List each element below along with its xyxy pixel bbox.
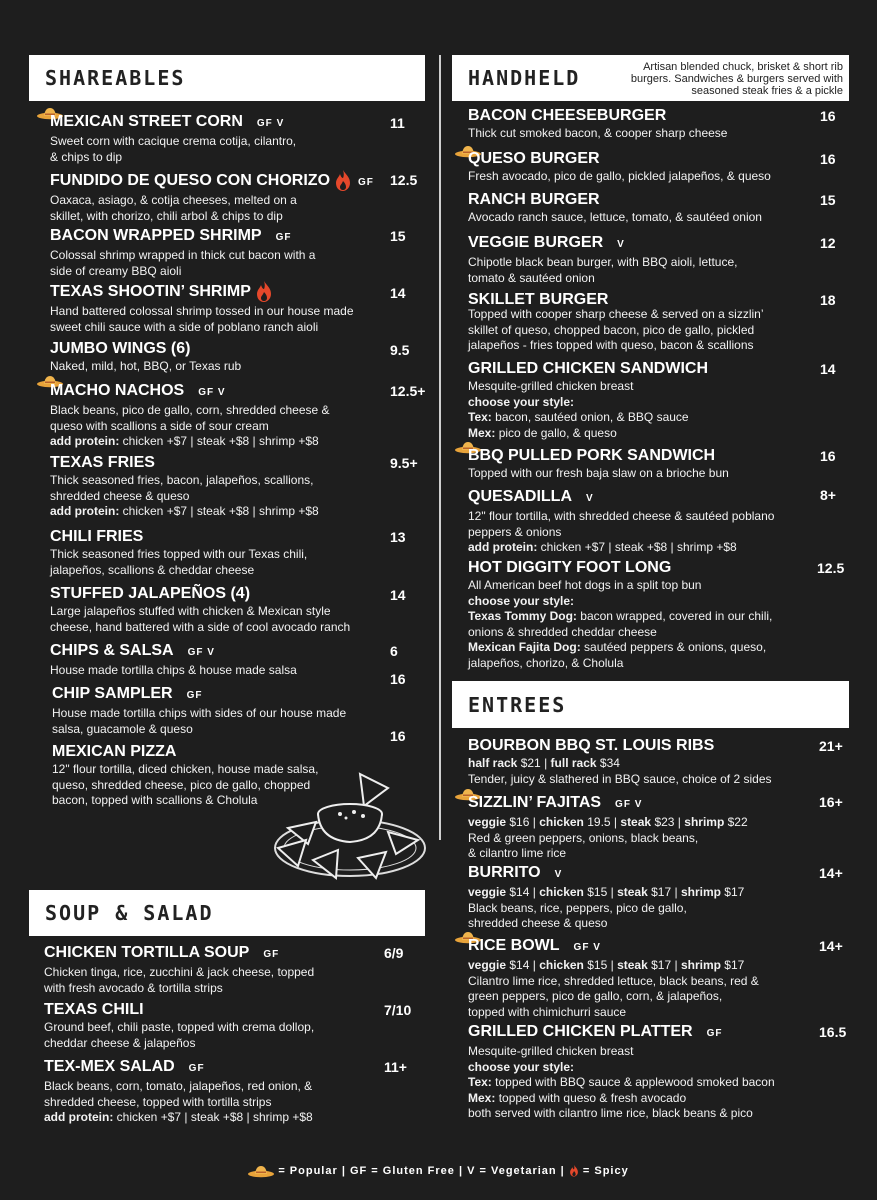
item-desc-line: Black beans, corn, tomato, jalapeños, red onion, & bbox=[44, 1079, 313, 1093]
item-desc-line: Colossal shrimp wrapped in thick cut bacon with a bbox=[50, 248, 316, 262]
item-desc-line: Hand battered colossal shrimp tossed in our house made bbox=[50, 304, 354, 318]
item-price: 16 bbox=[390, 671, 406, 687]
protein-name: veggie bbox=[468, 885, 507, 899]
item-desc-line: Black beans, rice, peppers, pico de gallo, bbox=[468, 900, 687, 915]
spicy-flame-icon bbox=[334, 169, 352, 193]
menu-item bbox=[44, 943, 384, 996]
soup-salad-header bbox=[29, 890, 425, 936]
item-name: TEX-MEX SALAD bbox=[44, 1058, 175, 1075]
protein-price: $14 bbox=[509, 885, 530, 899]
item-tags: GF V bbox=[198, 387, 226, 398]
item-name: BBQ PULLED PORK SANDWICH bbox=[468, 447, 716, 464]
item-desc-line: House made tortilla chips & house made salsa bbox=[50, 663, 297, 677]
style-name: Mex: bbox=[468, 425, 496, 440]
menu-item bbox=[50, 112, 430, 165]
item-tags: GF V bbox=[573, 942, 601, 953]
column-divider bbox=[439, 55, 441, 840]
item-desc-line: skillet, with chorizo, chili arbol & chips to dip bbox=[50, 208, 283, 223]
protein-name: chicken bbox=[539, 885, 584, 899]
item-name: QUESADILLA bbox=[468, 488, 572, 505]
menu-item bbox=[50, 527, 430, 578]
protein-price: 19.5 bbox=[587, 815, 611, 829]
item-desc-line: House made tortilla chips with sides of our house made bbox=[52, 706, 347, 720]
item-price: 15 bbox=[820, 192, 836, 208]
item-desc-line: 12" flour tortilla, diced chicken, house made salsa, bbox=[52, 762, 319, 776]
shareables-header bbox=[29, 55, 425, 101]
style-desc: sautéed peppers & onions, queso, bbox=[584, 640, 767, 654]
item-desc-line: peppers & onions bbox=[468, 524, 562, 539]
item-desc-line: jalapeños, scallions & cheddar cheese bbox=[50, 562, 255, 577]
item-desc-line: 12" flour tortilla, with shredded cheese & sautéed poblano bbox=[468, 509, 775, 523]
item-desc-line: jalapeños - fries topped with queso, bacon & scallions bbox=[468, 338, 754, 352]
item-price: 12.5 bbox=[817, 560, 845, 576]
item-desc-line: Chipotle black bean burger, with BBQ aioli, lettuce, bbox=[468, 255, 738, 269]
item-tags: V bbox=[617, 239, 625, 250]
protein-price: $22 bbox=[727, 815, 748, 829]
menu-item bbox=[50, 226, 430, 279]
legend-gf: GF = Gluten Free bbox=[349, 1164, 455, 1177]
legend: = Popular | GF = Gluten Free | V = Vegetarian | = Spicy bbox=[0, 1164, 877, 1178]
item-name: TEXAS CHILI bbox=[44, 1001, 144, 1018]
style-desc: topped with BBQ sauce & applewood smoked bacon bbox=[495, 1075, 775, 1089]
style-name: Mex: bbox=[468, 1090, 496, 1105]
item-name: BACON CHEESEBURGER bbox=[468, 107, 667, 124]
item-price: 7/10 bbox=[384, 1002, 412, 1018]
item-name: SKILLET BURGER bbox=[468, 291, 609, 308]
item-name: GRILLED CHICKEN SANDWICH bbox=[468, 360, 708, 377]
item-name: CHIPS & SALSA bbox=[50, 642, 174, 659]
item-desc-line: Sweet corn with cacique crema cotija, cilantro, bbox=[50, 134, 297, 148]
protein-name: veggie bbox=[468, 958, 507, 972]
item-name: QUESO BURGER bbox=[468, 150, 600, 167]
protein-price: $17 bbox=[724, 885, 745, 899]
protein-name: steak bbox=[620, 815, 652, 829]
legend-popular: = Popular bbox=[278, 1164, 338, 1177]
menu-item bbox=[468, 149, 848, 185]
protein-price: $14 bbox=[509, 958, 530, 972]
item-name: FUNDIDO DE QUESO CON CHORIZO bbox=[50, 172, 331, 190]
item-desc-line: Mesquite-grilled chicken breast bbox=[468, 379, 634, 393]
item-name: CHIP SAMPLER bbox=[52, 685, 173, 702]
menu-item: SIZZLIN’ FAJITAS GF V veggie $16 | chicken 19.5 | steak $23 | shrimp $22 Red & green peppers, onions, black beans, & cilantro lime rice bbox=[468, 793, 813, 862]
choose-style-label: choose your style: bbox=[468, 1059, 575, 1074]
item-name: BURRITO bbox=[468, 864, 541, 881]
menu-item bbox=[44, 1057, 384, 1126]
nachos-illustration bbox=[268, 770, 428, 885]
item-tags: GF V bbox=[615, 799, 643, 810]
item-desc-line: salsa, guacamole & queso bbox=[52, 721, 193, 736]
protein-name: chicken bbox=[539, 815, 584, 829]
entrees-header bbox=[452, 681, 849, 728]
menu-item bbox=[468, 106, 848, 142]
item-desc-line: Naked, mild, hot, BBQ, or Texas rub bbox=[50, 359, 242, 373]
item-price: 15 bbox=[390, 228, 406, 244]
style-name: Tex: bbox=[468, 1075, 492, 1089]
protein-name: shrimp bbox=[684, 815, 725, 829]
item-desc-line: Fresh avocado, pico de gallo, pickled jalapeños, & queso bbox=[468, 169, 771, 183]
item-name: SIZZLIN’ FAJITAS bbox=[468, 794, 602, 811]
size-name: full rack bbox=[550, 756, 597, 770]
protein-price: $23 bbox=[654, 815, 675, 829]
protein-name: steak bbox=[617, 885, 648, 899]
item-desc-line: Topped with our fresh baja slaw on a brioche bun bbox=[468, 466, 729, 480]
add-protein-label: add protein: bbox=[44, 1110, 114, 1124]
item-name: JUMBO WINGS (6) bbox=[50, 340, 191, 357]
menu-item: RICE BOWL GF V veggie $14 | chicken $15 | steak $17 | shrimp $17 Cilantro lime rice, shredded lettuce, black beans, red & green peppers, pico de gallo, corn, & jalapeños, topped with chimichurri sauce bbox=[468, 936, 813, 1020]
handheld-header bbox=[452, 55, 849, 101]
item-price: 14+ bbox=[819, 865, 843, 881]
size-price: $21 bbox=[520, 756, 541, 770]
item-name: MEXICAN PIZZA bbox=[52, 743, 177, 760]
style-desc: pico de gallo, & queso bbox=[498, 425, 617, 440]
add-protein-label: add protein: bbox=[50, 504, 120, 518]
item-tags: GF V bbox=[187, 647, 215, 658]
item-desc-line: skillet of queso, chopped bacon, pico de gallo, pickled bbox=[468, 322, 755, 337]
protein-name: steak bbox=[617, 958, 648, 972]
item-desc-line: & cilantro lime rice bbox=[468, 846, 567, 860]
item-name: RICE BOWL bbox=[468, 937, 560, 954]
style-name: Texas Tommy Dog: bbox=[468, 609, 577, 623]
protein-name: shrimp bbox=[680, 958, 721, 972]
item-price: 16+ bbox=[819, 794, 843, 810]
menu-item bbox=[468, 359, 813, 441]
item-price: 14+ bbox=[819, 938, 843, 954]
add-protein-label: add protein: bbox=[468, 540, 538, 554]
item-name: STUFFED JALAPEÑOS (4) bbox=[50, 585, 251, 602]
item-name: MEXICAN STREET CORN bbox=[50, 113, 243, 130]
style-desc: bacon, sautéed onion, & BBQ sauce bbox=[495, 410, 689, 424]
item-desc-line: with fresh avocado & tortilla strips bbox=[44, 980, 223, 995]
item-desc-line: Topped with cooper sharp cheese & served on a sizzlin’ bbox=[468, 307, 764, 321]
item-desc-line: Avocado ranch sauce, lettuce, tomato, & sautéed onion bbox=[468, 210, 762, 224]
spicy-flame-icon bbox=[255, 280, 273, 304]
section-title: SOUP & SALAD bbox=[45, 901, 214, 925]
item-desc-line: Chicken tinga, rice, zucchini & jack cheese, topped bbox=[44, 965, 315, 979]
choose-style-label: choose your style: bbox=[468, 593, 575, 608]
section-title: ENTREES bbox=[468, 692, 567, 717]
item-desc-line: Black beans, pico de gallo, corn, shredded cheese & bbox=[50, 403, 330, 417]
item-desc-line: Cilantro lime rice, shredded lettuce, black beans, red & bbox=[468, 973, 759, 988]
item-price: 11 bbox=[390, 115, 405, 131]
item-desc-line: Mesquite-grilled chicken breast bbox=[468, 1044, 634, 1058]
style-desc: jalapeños, chorizo, & Cholula bbox=[468, 655, 624, 670]
item-price: 13 bbox=[390, 529, 406, 545]
choose-style-label: choose your style: bbox=[468, 394, 575, 409]
item-tags: GF bbox=[706, 1028, 723, 1039]
item-price: 16 bbox=[820, 151, 836, 167]
size-name: half rack bbox=[468, 756, 518, 770]
item-name: VEGGIE BURGER bbox=[468, 234, 604, 251]
item-desc-line: tomato & sautéed onion bbox=[468, 270, 595, 285]
item-name: GRILLED CHICKEN PLATTER bbox=[468, 1023, 693, 1040]
item-desc-line: shredded cheese, topped with tortilla strips bbox=[44, 1094, 272, 1109]
legend-spicy: = Spicy bbox=[582, 1164, 629, 1177]
item-desc-line: topped with chimichurri sauce bbox=[468, 1004, 627, 1019]
item-price: 14 bbox=[390, 285, 406, 301]
protein-name: shrimp bbox=[680, 885, 721, 899]
item-desc-line: Oaxaca, asiago, & cotija cheeses, melted on a bbox=[50, 193, 297, 208]
add-protein-options: chicken +$7 | steak +$8 | shrimp +$8 bbox=[122, 434, 319, 448]
item-tags: GF V bbox=[256, 118, 285, 129]
add-protein-options: chicken +$7 | steak +$8 | shrimp +$8 bbox=[122, 504, 319, 518]
item-price: 16 bbox=[820, 108, 836, 124]
item-price: 12 bbox=[820, 235, 836, 251]
section-title: HANDHELD bbox=[468, 66, 581, 90]
item-name: BACON WRAPPED SHRIMP bbox=[50, 227, 262, 244]
item-desc-line: shredded cheese & queso bbox=[468, 916, 608, 930]
section-note: Artisan blended chuck, brisket & short rib burgers. Sandwiches & burgers served with seasoned steak fries & a pickle bbox=[630, 61, 843, 97]
item-price: 16 bbox=[390, 728, 406, 744]
menu-item bbox=[52, 684, 432, 737]
protein-price: $17 bbox=[651, 885, 672, 899]
protein-price: $15 bbox=[587, 885, 608, 899]
item-price: 12.5+ bbox=[390, 383, 426, 399]
style-name: Mexican Fajita Dog: bbox=[468, 640, 581, 654]
item-desc-line: bacon, topped with scallions & Cholula bbox=[52, 793, 258, 807]
item-price: 16 bbox=[820, 448, 836, 464]
item-tags: GF bbox=[275, 232, 292, 243]
item-price: 8+ bbox=[820, 487, 836, 503]
item-name: TEXAS FRIES bbox=[50, 454, 155, 471]
item-tags: GF bbox=[263, 949, 280, 960]
item-desc-line: Tender, juicy & slathered in BBQ sauce, choice of 2 sides bbox=[468, 771, 772, 786]
item-price: 6 bbox=[390, 643, 398, 659]
item-price: 6/9 bbox=[384, 945, 404, 961]
item-desc-line: Ground beef, chili paste, topped with crema dollop, bbox=[44, 1020, 315, 1034]
item-price: 16.5 bbox=[819, 1024, 847, 1040]
menu-item: BOURBON BBQ ST. LOUIS RIBS half rack $21 | full rack $34 Tender, juicy & slathered in BBQ sauce, choice of 2 sides bbox=[468, 736, 813, 787]
item-name: BOURBON BBQ ST. LOUIS RIBS bbox=[468, 737, 715, 754]
menu-item: BURRITO V veggie $14 | chicken $15 | steak $17 | shrimp $17 Black beans, rice, peppers, pico de gallo, shredded cheese & queso bbox=[468, 863, 813, 932]
menu-item bbox=[50, 453, 430, 520]
protein-price: $17 bbox=[651, 958, 672, 972]
menu-item bbox=[50, 169, 430, 224]
menu-item bbox=[468, 1022, 813, 1122]
item-name: CHILI FRIES bbox=[50, 528, 144, 545]
item-desc-line: Thick seasoned fries, bacon, jalapeños, scallions, bbox=[50, 473, 314, 487]
menu-item bbox=[50, 584, 435, 635]
item-price: 11+ bbox=[384, 1059, 407, 1075]
item-name: HOT DIGGITY FOOT LONG bbox=[468, 559, 672, 576]
style-name: Tex: bbox=[468, 410, 492, 424]
item-price: 9.5 bbox=[390, 342, 410, 358]
protein-name: chicken bbox=[539, 958, 584, 972]
add-protein-options: chicken +$7 | steak +$8 | shrimp +$8 bbox=[540, 540, 737, 554]
item-desc-line: queso, shredded cheese, pico de gallo, chopped bbox=[52, 777, 311, 792]
item-tags: GF bbox=[188, 1063, 205, 1074]
popular-hat-icon bbox=[248, 1164, 274, 1178]
add-protein-label: add protein: bbox=[50, 434, 120, 448]
item-desc-line: green peppers, pico de gallo, corn, & jalapeños, bbox=[468, 989, 723, 1003]
style-desc: bacon wrapped, covered in our chili, bbox=[580, 609, 773, 623]
menu-item bbox=[50, 339, 430, 375]
item-desc-line: All American beef hot dogs in a split top bun bbox=[468, 578, 702, 592]
spicy-flame-icon bbox=[569, 1164, 579, 1178]
menu-item bbox=[468, 558, 813, 671]
item-desc-line: cheddar cheese & jalapeños bbox=[44, 1035, 196, 1050]
item-price: 14 bbox=[820, 361, 836, 377]
item-name: TEXAS SHOOTIN’ SHRIMP bbox=[50, 283, 251, 301]
style-desc: onions & shredded cheddar cheese bbox=[468, 624, 657, 639]
menu-item bbox=[50, 641, 430, 679]
item-price: 12.5 bbox=[390, 172, 418, 188]
item-desc-line: Thick cut smoked bacon, & cooper sharp cheese bbox=[468, 126, 728, 140]
menu-item bbox=[50, 280, 430, 335]
item-name: MACHO NACHOS bbox=[50, 382, 185, 399]
item-desc-line: shredded cheese & queso bbox=[50, 488, 190, 503]
section-title: SHAREABLES bbox=[45, 66, 186, 90]
protein-name: veggie bbox=[468, 815, 507, 829]
menu-item bbox=[468, 446, 813, 482]
item-tags: V bbox=[554, 869, 563, 880]
menu-item bbox=[468, 190, 848, 226]
menu-item bbox=[44, 1000, 384, 1051]
menu-item bbox=[468, 290, 813, 354]
item-desc-line: Red & green peppers, onions, black beans, bbox=[468, 830, 699, 845]
item-name: RANCH BURGER bbox=[468, 191, 600, 208]
item-name: CHICKEN TORTILLA SOUP bbox=[44, 944, 250, 961]
item-price: 18 bbox=[820, 292, 836, 308]
item-price: 14 bbox=[390, 587, 406, 603]
item-desc-line: Thick seasoned fries topped with our Texas chili, bbox=[50, 547, 308, 561]
menu-item bbox=[50, 381, 430, 450]
item-desc-line: Large jalapeños stuffed with chicken & Mexican style bbox=[50, 604, 331, 618]
item-desc-line: & chips to dip bbox=[50, 149, 123, 164]
item-desc-line: side of creamy BBQ aioli bbox=[50, 263, 182, 278]
item-price: 21+ bbox=[819, 738, 843, 754]
item-desc-line: sweet chili sauce with a side of poblano ranch aioli bbox=[50, 319, 319, 334]
legend-v: V = Vegetarian bbox=[467, 1164, 557, 1177]
item-desc-line: cheese, hand battered with a side of cool avocado ranch bbox=[50, 619, 351, 634]
item-tags: GF bbox=[186, 690, 203, 701]
protein-price: $15 bbox=[587, 958, 608, 972]
protein-price: $17 bbox=[724, 958, 745, 972]
style-desc: topped with queso & fresh avocado bbox=[498, 1090, 687, 1105]
size-price: $34 bbox=[599, 756, 620, 770]
menu-item bbox=[468, 233, 848, 286]
protein-price: $16 bbox=[509, 815, 530, 829]
add-protein-options: chicken +$7 | steak +$8 | shrimp +$8 bbox=[116, 1110, 313, 1124]
menu-item bbox=[468, 487, 828, 556]
item-desc-line: queso with scallions a side of sour cream bbox=[50, 418, 269, 433]
item-desc-line: both served with cilantro lime rice, black beans & pico bbox=[468, 1106, 753, 1120]
item-price: 9.5+ bbox=[390, 455, 418, 471]
item-tags: V bbox=[586, 493, 594, 504]
item-tags: GF bbox=[358, 177, 374, 189]
